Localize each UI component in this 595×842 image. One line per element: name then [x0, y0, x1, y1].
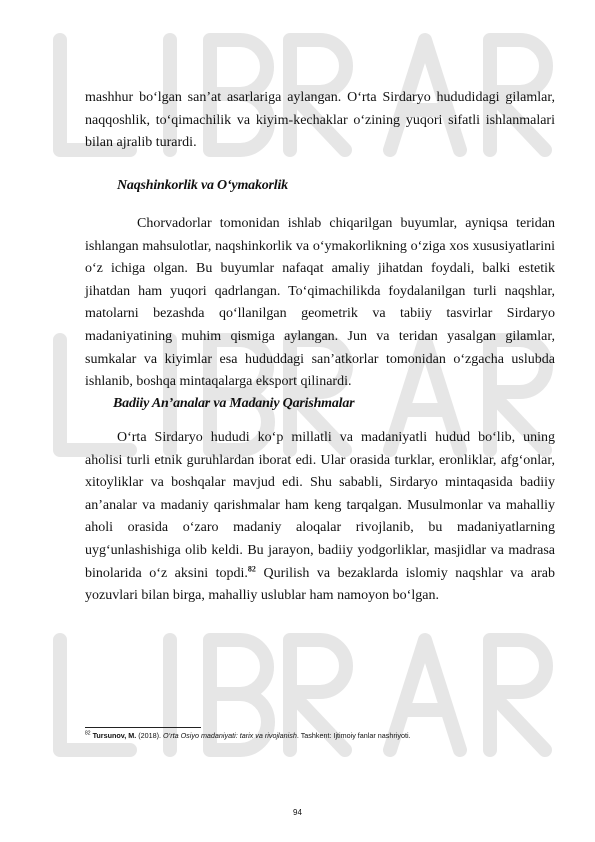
footnote-number: 82 — [85, 730, 91, 737]
page-number: 94 — [293, 808, 302, 817]
footnote-reference[interactable]: 82 — [247, 563, 256, 573]
body-paragraph-1: mashhur bo‘lgan san’at asarlariga aylangan. O‘rta Sirdaryo hududidagi gilamlar, naqqoshlik, to‘qimachilik va kiyim-kechaklar o‘zining yuqori sifatli ishlanmalari bilan ajralib turardi. — [85, 90, 555, 151]
body-paragraph-2-text: Chorvadorlar tomonidan ishlab chiqarilgan buyumlar, ayniqsa teridan ishlangan mahsulotlar, naqshinkorlik va o‘ymakorlikning o‘ziga xos xususiyatlarini o‘z ichiga olgan. Bu buyumlar nafaqat amaliy jihatdan foydali, balki estetik jihatdan ham yuqori qadrlangan. To‘qimachilikda foydalanilgan turli naqshlar, matolarni bezashda qo‘llanilgan geometrik va tabiiy tasvirlar Sirdaryo madaniyatining muhim qismiga aylangan. Jun va teridan yasalgan gilamlar, sumkalar va kiyimlar esa hududdagi san’atkorlar tomonidan o‘zgacha uslubda ishlanib, boshqa mintaqalarga eksport qilinardi. — [85, 216, 555, 390]
body-paragraph-2 — [85, 213, 555, 394]
footnote-year: (2018). — [138, 731, 161, 740]
footnote-title: O‘rta Osiyo madaniyati: tarix va rivojlanish — [163, 731, 297, 740]
body-paragraph-3 — [85, 427, 555, 608]
footnote-author: Tursunov, M. — [92, 731, 137, 740]
body-paragraph-3-text: O‘rta Sirdaryo hududi ko‘p millatli va madaniyatli hudud bo‘lib, uning aholisi turli etnik guruhlardan iborat edi. Ular orasida turklar, eronliklar, afg‘onlar, xitoyliklar va boshqalar mavjud edi. Shu sababli, Sirdaryo mintaqasida badiiy an’analar va madaniy qarishmalar ham keng tarqalgan. Musulmonlar va mahalliy aholi orasida o‘zaro madaniy aloqalar rivojlanib, bu madaniyatlarning uyg‘unlashishiga olib keldi. Bu jarayon, badiiy yodgorliklar, masjidlar va madrasa binolarida o‘z aksini topdi. — [85, 430, 555, 581]
body-paragraph-3-tail: Qurilish va bezaklarda islomiy naqshlar va arab yozuvlari bilan birga, mahalliy uslublar ham namoyon bo‘lgan. — [85, 565, 556, 604]
section-heading-traditions: Badiiy An’analar va Madaniy Qarishmalar — [113, 396, 355, 411]
footnote-divider — [85, 727, 201, 728]
footnote — [85, 731, 555, 741]
section-heading-carving: Naqshinkorlik va O‘ymakorlik — [117, 178, 288, 193]
footnote-publisher: . Tashkent: Ijtimoiy fanlar nashriyoti. — [296, 731, 411, 740]
